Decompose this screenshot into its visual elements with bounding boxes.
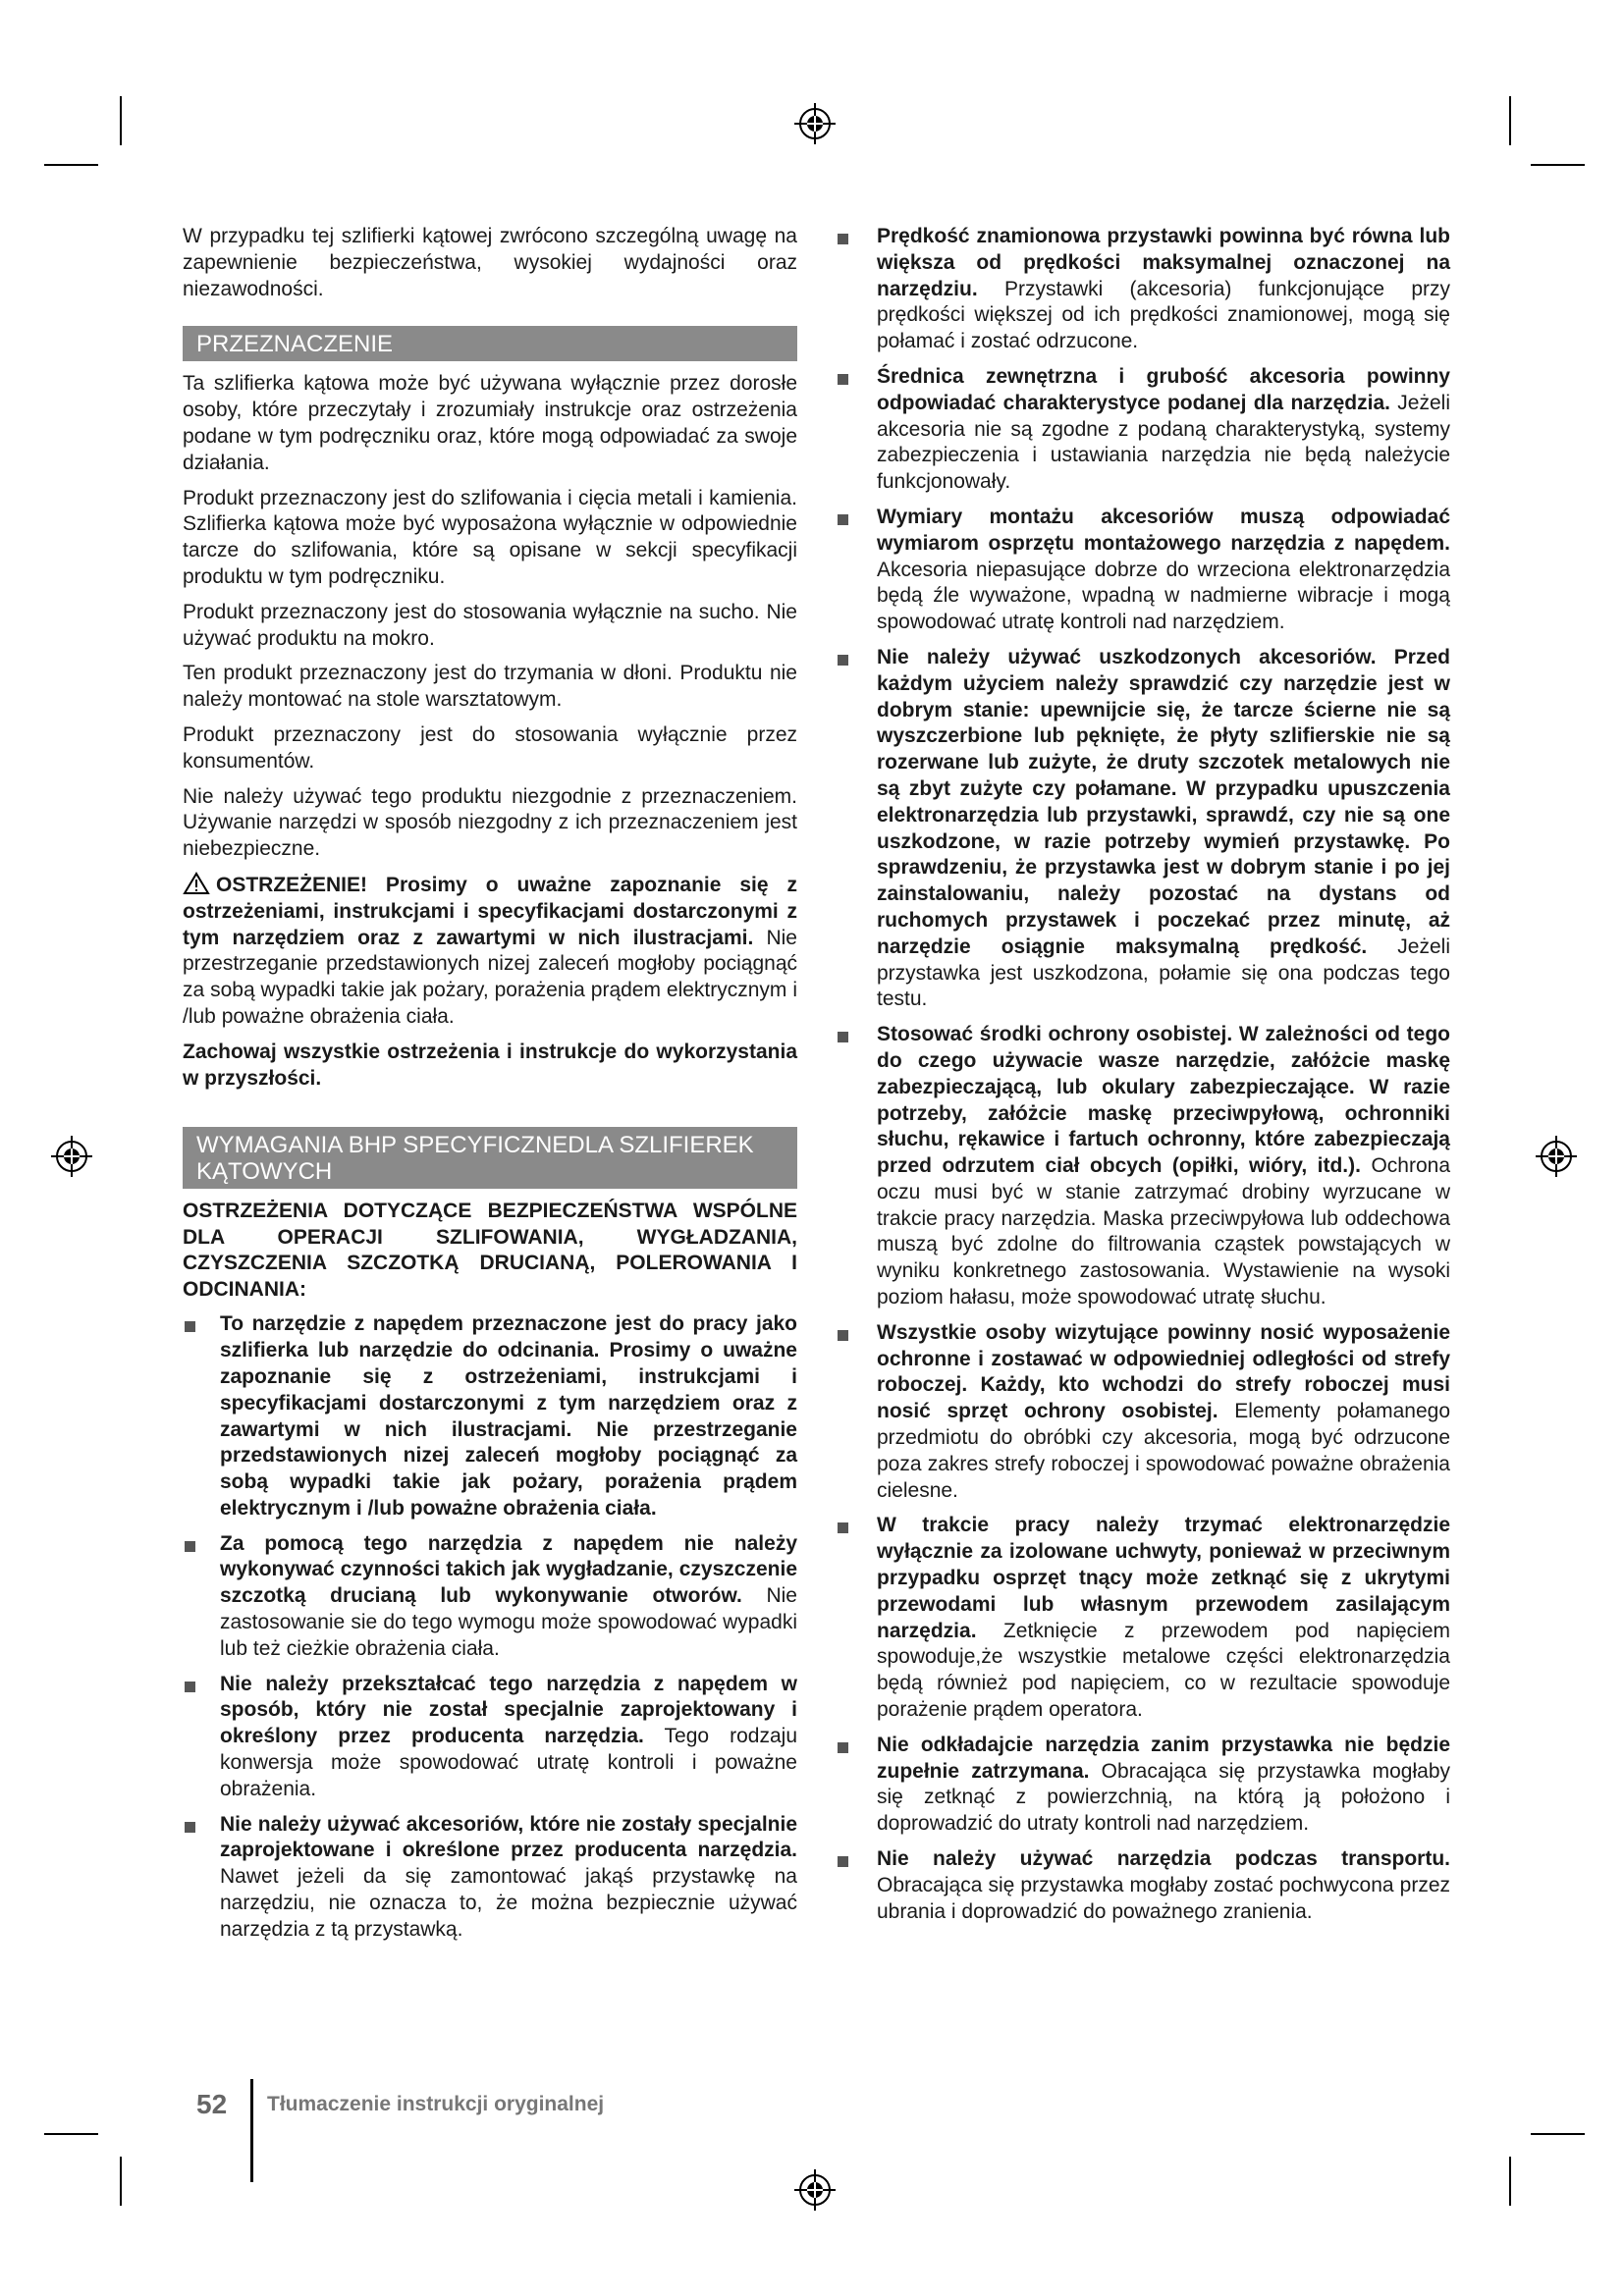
safety-list-continued <box>836 224 1450 1925</box>
warning-text: Nie przestrzeganie przedstawionych nizej zaleceń mogłoby pociągnąć za sobą wypadki takie jak pożary, porażenia prądem elektrycznym i /lub poważne obrażenia ciała. <box>183 926 797 1028</box>
item-bold: Prędkość znamionowa przystawki powinna być równa lub większa od prędkości maksymalnej oznaczonej na narzędziu. <box>877 225 1450 300</box>
warning-bold: OSTRZEŻENIE! Prosimy o uważne zapoznanie się z ostrzeżeniami, instrukcjami i specyfikacjami dostarczonymi z tym narzędziem oraz z zawartymi w nich ilustracjami. <box>183 873 797 949</box>
item-text: Jeżeli akcesoria nie są zgodne z podaną charakterystyką, systemy zabezpieczenia i ustawiania narzędzia nie będą należycie funkcjonowały. <box>877 391 1450 494</box>
crop-mark <box>1531 2133 1585 2135</box>
crop-mark <box>120 96 122 145</box>
list-item <box>836 1733 1450 1838</box>
item-bold: Nie należy przekształcać tego narzędzia z napędem w sposób, który nie został specjalnie zaprojektowany i określony przez producenta narzędzia. <box>220 1672 797 1748</box>
list-item <box>836 1846 1450 1925</box>
item-bold: Nie należy używać uszkodzonych akcesoriów. Przed każdym użyciem należy sprawdzić czy narzędzie jest w dobrym stanie: upewnijcie się, że tarcze ścierne nie są wyszczerbione lub pęknięte, że płyty szlifierskie nie są rozerwane lub zużyte, że druty szczotek metalowych nie są zbyt zużyte czy połamane. W przypadku upuszczenia elektronarzędzia lub przystawki, sprawdź, czy nie są one uszkodzone, w razie potrzeby wymień przystawkę. Po sprawdzeniu, że przystawka jest w dobrym stanie i po jej zainstalowaniu, należy pozostać na dystans od ruchomych przystawek i poczekać przez minutę, aż narzędzie osiągnie maksymalną prędkość. <box>877 645 1450 958</box>
warning-triangle-icon <box>183 872 210 895</box>
registration-mark-icon <box>1534 1134 1579 1179</box>
paragraph: Produkt przeznaczony jest do stosowania wyłącznie na sucho. Nie używać produktu na mokro. <box>183 600 797 650</box>
section-header-intended-use: PRZEZNACZENIE <box>183 326 797 361</box>
item-bold: Średnica zewnętrzna i grubość akcesoria powinny odpowiadać charakterystyce podanej dla narzędzia. <box>877 364 1450 414</box>
safety-list <box>183 1311 797 1943</box>
list-item <box>836 224 1450 355</box>
registration-mark-icon <box>49 1134 94 1179</box>
list-item <box>836 1320 1450 1505</box>
item-text: Ochrona oczu musi być w stanie zatrzymać drobiny wyrzucane w trakcie pracy narzędzia. Maska przeciwpyłowa lub oddechowa muszą być zdolne do filtrowania cząstek powstających w wyniku konkretnego zastosowania. Wystawienie na wysoki poziom hałasu, może spowodować utratę słuchu. <box>877 1154 1450 1309</box>
paragraph: Produkt przeznaczony jest do szlifowania i cięcia metali i kamienia. Szlifierka kątowa może być wyposażona wyłącznie w odpowiednie tarcze do szlifowania, które są opisane w sekcji specyfikacji produktu w tym podręczniku. <box>183 486 797 588</box>
list-item <box>183 1531 797 1663</box>
page-number: 52 <box>196 2089 228 2119</box>
item-bold: Wymiary montażu akcesoriów muszą odpowiadać wymiarom osprzętu montażowego narzędzia z napędem. <box>877 505 1450 555</box>
crop-mark <box>44 164 98 166</box>
list-item <box>836 1022 1450 1311</box>
registration-mark-icon <box>792 2167 838 2213</box>
list-item <box>183 1812 797 1944</box>
section-header-safety-requirements: WYMAGANIA BHP SPECYFICZNEDLA SZLIFIEREK KĄTOWYCH <box>183 1127 797 1189</box>
item-text: Elementy połamanego przedmiotu do obróbki czy akcesoria, mogą być odrzucone poza zakres strefy roboczej i spowodować poważne obrażenia cielesne. <box>877 1400 1450 1502</box>
item-text: Przystawki (akcesoria) funkcjonujące przy prędkości większej od ich prędkości znamionowej, mogą się połamać i zostać odrzucone. <box>877 277 1450 353</box>
footer-title: Tłumaczenie instrukcji oryginalnej <box>267 2093 605 2115</box>
paragraph: Produkt przeznaczony jest do stosowania wyłącznie przez konsumentów. <box>183 722 797 773</box>
list-item <box>836 364 1450 496</box>
warning-paragraph <box>183 872 797 1031</box>
list-item <box>183 1672 797 1803</box>
item-text: Nie zastosowanie sie do tego wymogu może spowodować wypadki lub też cieżkie obrażenia ciała. <box>220 1584 797 1660</box>
list-item <box>836 1513 1450 1723</box>
item-bold: Wszystkie osoby wizytujące powinny nosić wyposażenie ochronne i zostawać w odpowiedniej odległości od strefy roboczej. Każdy, kto wchodzi do strefy roboczej musi nosić sprzęt ochrony osobistej. <box>877 1320 1450 1423</box>
item-text: Jeżeli przystawka jest uszkodzona, połamie się ona podczas tego testu. <box>877 934 1451 1011</box>
crop-mark <box>120 2157 122 2206</box>
paragraph: Ta szlifierka kątowa może być używana wyłącznie przez dorosłe osoby, które przeczytały i zrozumiały instrukcje oraz ostrzeżenia podane w tym podręczniku oraz, które mogą odpowiadać za swoje działania. <box>183 372 797 474</box>
item-text: Obracająca się przystawka mogłaby zostać pochwycona przez ubrania i doprowadzić do poważnego zranienia. <box>877 1873 1450 1923</box>
safety-subheading: OSTRZEŻENIA DOTYCZĄCE BEZPIECZEŃSTWA WSPÓLNE DLA OPERACJI SZLIFOWANIA, WYGŁADZANIA, CZYSZCZENIA SZCZOTKĄ DRUCIANĄ, POLEROWANIA I ODCINANIA: <box>183 1200 797 1301</box>
left-column <box>183 224 797 1952</box>
item-text: Zetknięcie z przewodem pod napięciem spowoduje,że wszystkie metalowe części elektronarzędzia będą również pod napięciem, co w rezultacie spowoduje porażenie prądem operatora. <box>877 1619 1450 1722</box>
item-bold: W trakcie pracy należy trzymać elektronarzędzie wyłącznie za izolowane uchwyty, ponieważ w przeciwnym przypadku osprzęt tnący może zetknąć się z ukrytymi przewodami lub własnym przewodem zasilającym narzędzia. <box>877 1514 1450 1642</box>
crop-mark <box>1531 164 1585 166</box>
right-column <box>836 224 1450 1934</box>
item-text: Obracająca się przystawka mogłaby się zetknąć z powierzchnią, na którą ją położono i doprowadzić do utraty kontroli nad narzędziem. <box>877 1759 1450 1836</box>
item-bold: Nie należy używać narzędzia podczas transportu. <box>877 1847 1450 1871</box>
registration-mark-icon <box>792 101 838 146</box>
paragraph: Ten produkt przeznaczony jest do trzymania w dłoni. Produktu nie należy montować na stole warsztatowym. <box>183 662 797 712</box>
crop-mark <box>1509 96 1511 145</box>
item-text: Tego rodzaju konwersja może spowodować utratę kontroli i poważne obrażenia. <box>220 1725 798 1800</box>
list-item <box>183 1311 797 1522</box>
crop-mark <box>1509 2157 1511 2206</box>
item-bold: Stosować środki ochrony osobistej. W zależności od tego do czego używacie wasze narzędzie, załóżcie maskę zabezpieczającą, lub okulary zabezpieczające. W razie potrzeby, załóżcie maskę przeciwpyłową, ochronniki słuchu, rękawice i fartuch ochronny, które zabezpieczają przed odrzutem ciał obcych (opiłki, wióry, itd.). <box>877 1023 1450 1178</box>
item-text: Nawet jeżeli da się zamontować jakąś przystawkę na narzędziu, nie oznacza to, że można bezpiecznie używać narzędzia z tą przystawką. <box>220 1865 797 1941</box>
item-bold: Nie odkładajcie narzędzia zanim przystawka nie będzie zupełnie zatrzymana. <box>877 1733 1450 1783</box>
crop-mark <box>44 2133 98 2135</box>
item-bold: Nie należy używać akcesoriów, które nie zostały specjalnie zaprojektowane i określone przez producenta narzędzia. <box>220 1812 797 1862</box>
list-item <box>836 645 1450 1013</box>
list-item <box>836 505 1450 636</box>
footer-divider <box>250 2079 253 2182</box>
item-text: Akcesoria niepasujące dobrze do wrzeciona elektronarzędzia będą źle wyważone, wpadną w nadmierne wibracje i mogą spowodować utratę kontroli nad narzędziem. <box>877 558 1450 634</box>
item-bold: Za pomocą tego narzędzia z napędem nie należy wykonywać czynności takich jak wygładzanie, czyszczenie szczotką drucianą lub wykonywanie otworów. <box>220 1531 797 1608</box>
item-bold: To narzędzie z napędem przeznaczone jest do pracy jako szlifierka lub narzędzie do odcinania. Prosimy o uważne zapoznanie się z ostrzeżeniami, instrukcjami i specyfikacjami dostarczonymi z tym narzędziem oraz z zawartymi w nich ilustracjami. Nie przestrzeganie przedstawionych nizej zaleceń mogłoby pociągnąć za sobą wypadki takie jak pożary, porażenia prądem elektrycznym i /lub poważne obrażenia ciała. <box>220 1312 797 1520</box>
keep-instructions: Zachowaj wszystkie ostrzeżenia i instrukcje do wykorzystania w przyszłości. <box>183 1040 797 1090</box>
paragraph: Nie należy używać tego produktu niezgodnie z przeznaczeniem. Używanie narzędzi w sposób niezgodny z ich przeznaczeniem jest niebezpieczne. <box>183 784 797 861</box>
intro-paragraph: W przypadku tej szlifierki kątowej zwrócono szczególną uwagę na zapewnienie bezpieczeństwa, wysokiej wydajności oraz niezawodności. <box>183 225 797 300</box>
